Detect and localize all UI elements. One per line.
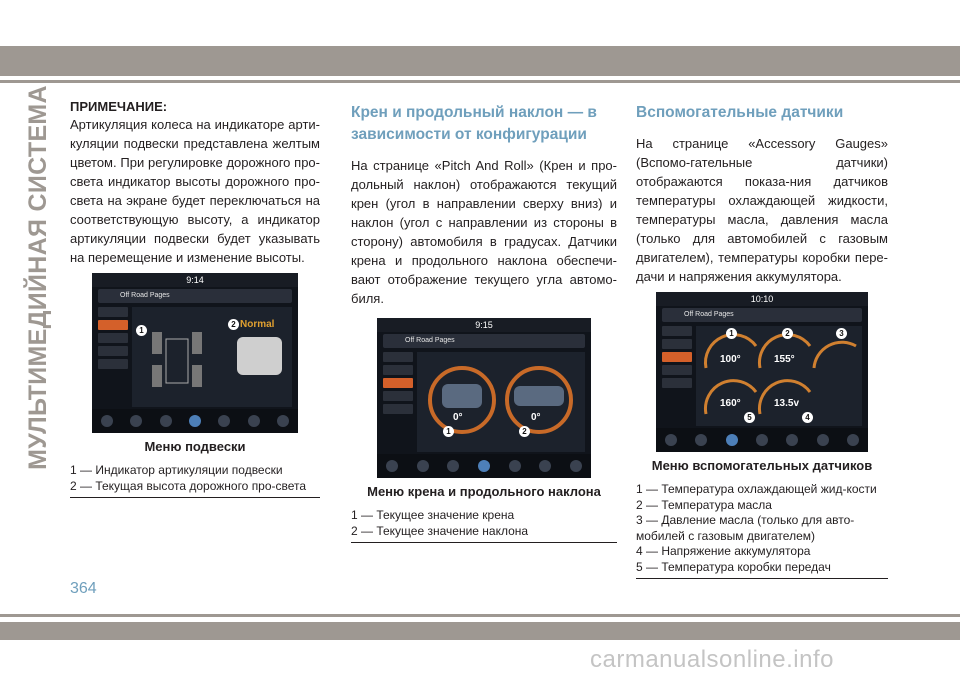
watermark: carmanualsonline.info [590, 646, 834, 673]
section-text: На странице «Pitch And Roll» (Крен и про-дольный наклон) отображаются текущий крен (угол в направлении сверху вниз) и наклон (угол с направлении из стороны в сторону) автомобиля в градусах. Датчики крена и продольного наклона обеспечи-вают отображение текущего угла автомо-биля. [351, 158, 617, 306]
screen-dock [92, 409, 298, 433]
section-title-vertical [18, 84, 58, 470]
vehicle-front-icon [237, 337, 282, 375]
legend-item: 1 — Индикатор артикуляции подвески [70, 463, 283, 477]
screen-header: Off Road Pages [98, 289, 292, 303]
figure-legend [636, 482, 888, 579]
coolant-value: 100° [720, 354, 741, 365]
callout-1: 1 [726, 328, 737, 339]
note-text: Артикуляция колеса на индикаторе арти-куляции подвески представлена желтым цветом. При регулировке дорожного про-света индикатор высоты дорожного про-света на экране будет переключаться на соответствующую высоту, а индикатор артикуляции подвески будет указывать на перемещение и изменение высоты. [70, 117, 320, 265]
legend-item: 2 — Текущее значение наклона [351, 523, 529, 538]
wheel-icon [152, 365, 162, 387]
callout-2: 2 [519, 426, 530, 437]
callout-3: 3 [836, 328, 847, 339]
figure-caption: Меню крена и продольного наклона [367, 484, 601, 499]
legend-item: 1 — Температура охлаждающей жид-кости [636, 482, 877, 496]
figure-caption: Меню вспомогательных датчиков [651, 458, 873, 473]
screen-header: Off Road Pages [662, 308, 862, 322]
callout-5: 5 [744, 412, 755, 423]
vehicle-rear-icon [442, 384, 482, 408]
gauges-graphic [417, 352, 585, 452]
callout-1: 1 [136, 325, 147, 336]
wheel-icon [192, 332, 202, 354]
callout-2: 2 [228, 319, 239, 330]
section-title: МУЛЬТИМЕДИЙНАЯ СИСТЕМА [23, 84, 52, 470]
legend-item: 5 — Температура коробки передач [636, 559, 831, 574]
screen-sidebar [98, 307, 128, 407]
suspension-view [132, 307, 292, 407]
accessory-gauges-screenshot [656, 292, 868, 452]
note-heading: ПРИМЕЧАНИЕ: [70, 99, 168, 114]
screen-sidebar [383, 352, 413, 452]
figure-legend [351, 508, 617, 543]
callout-2: 2 [782, 328, 793, 339]
section-heading: Крен и продольный наклон — в зависимости от конфигурации [351, 104, 597, 143]
gauge-arcs [696, 326, 862, 426]
pitch-roll-view [417, 352, 585, 452]
trans-temp-value: 160° [720, 398, 741, 409]
callout-1: 1 [443, 426, 454, 437]
page-number: 364 [70, 580, 97, 597]
screen-header: Off Road Pages [383, 334, 585, 348]
ride-height-value: Normal [240, 319, 275, 330]
legend-item: 2 — Текущая высота дорожного про-света [70, 478, 307, 493]
top-rule [0, 80, 960, 83]
column-accessory-gauges [636, 98, 888, 579]
legend-item: 1 — Текущее значение крена [351, 508, 515, 522]
screen-dock [377, 454, 591, 478]
gauges-view [696, 326, 862, 426]
status-time: 9:15 [377, 318, 591, 332]
column-suspension [70, 98, 320, 498]
bottom-rule [0, 614, 960, 617]
legend-item: 3 — Давление масла (только для авто-мобилей с газовым двигателем) [636, 513, 855, 543]
frame-icon [166, 339, 188, 383]
section-heading: Вспомогательные датчики [636, 104, 844, 121]
figure-legend [70, 463, 320, 498]
screen-dock [656, 428, 868, 452]
wheel-icon [192, 365, 202, 387]
vehicle-side-icon [514, 386, 564, 406]
bottom-footer-bar [0, 622, 960, 640]
screen-sidebar [662, 326, 692, 426]
column-pitch-roll [351, 98, 617, 543]
pitch-roll-screenshot [377, 318, 591, 478]
wheel-icon [152, 332, 162, 354]
figure-caption: Меню подвески [144, 439, 246, 454]
status-time: 9:14 [92, 273, 298, 287]
battery-value: 13.5v [774, 398, 800, 409]
top-header-bar [0, 46, 960, 76]
oil-pressure-arc [814, 342, 856, 368]
callout-4: 4 [802, 412, 813, 423]
legend-item: 2 — Температура масла [636, 497, 772, 512]
section-text: На странице «Accessory Gauges» (Вспомо-гательные датчики) отображаются показа-ния датчиков температуры охлаждающей жидкости, температуры масла, давления масла (только для автомобилей с газовым двигателем), температуры коробки пере-дачи и напряжения аккумулятора. [636, 136, 888, 284]
legend-item: 4 — Напряжение аккумулятора [636, 544, 811, 558]
roll-value: 0° [453, 412, 463, 423]
suspension-menu-screenshot [92, 273, 298, 433]
oil-temp-value: 155° [774, 354, 795, 365]
pitch-value: 0° [531, 412, 541, 423]
status-time: 10:10 [656, 292, 868, 306]
